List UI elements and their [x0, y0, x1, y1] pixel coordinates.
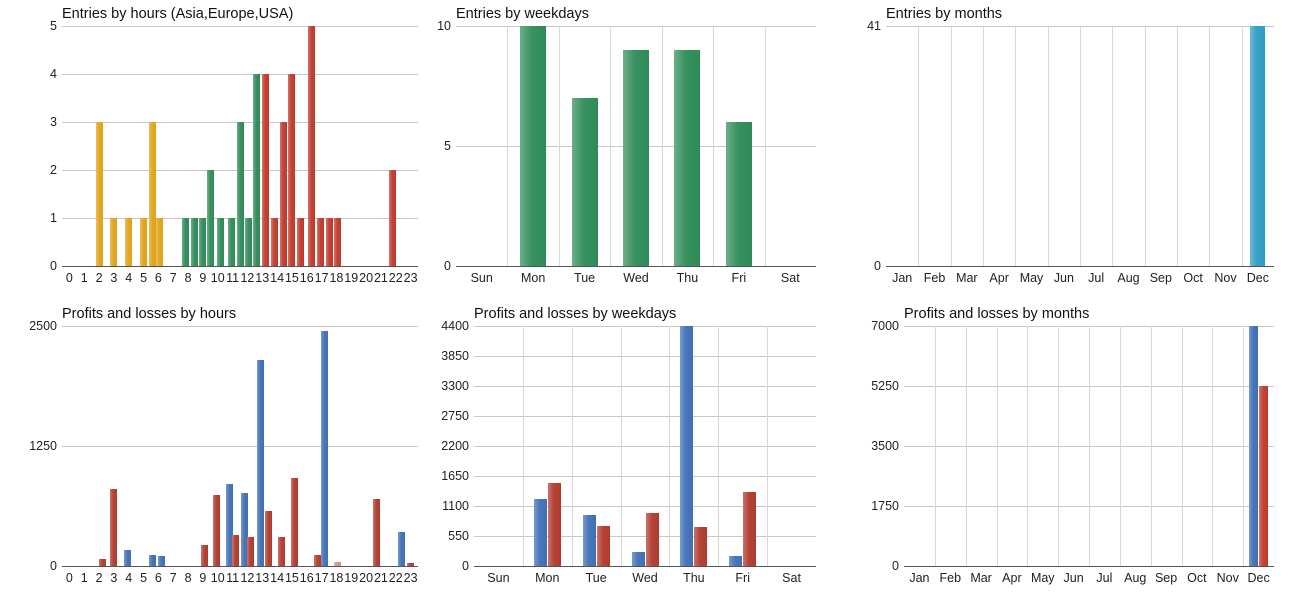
x-axis-tick-label: Sep [1154, 571, 1178, 585]
bar [271, 218, 278, 266]
category-separator [572, 326, 573, 566]
category-separator [966, 326, 967, 566]
x-axis-tick-label: Jun [1053, 271, 1074, 285]
x-axis-tick-label: 3 [110, 571, 118, 585]
bar [623, 50, 649, 266]
x-axis-line [904, 566, 1274, 567]
bar [280, 122, 287, 266]
bar [110, 489, 117, 566]
y-axis-tick-label: 1100 [442, 499, 469, 513]
gridline [474, 476, 816, 477]
x-axis-tick-label: 12 [240, 571, 255, 585]
bar [124, 550, 131, 566]
bar [334, 218, 341, 266]
category-separator [559, 26, 560, 266]
x-axis-tick-label: 5 [140, 271, 148, 285]
bar [291, 478, 298, 566]
x-axis-tick-label: Mon [520, 271, 546, 285]
y-axis-tick-label: 1250 [29, 439, 57, 453]
bar [125, 218, 132, 266]
y-axis-tick-label: 10 [437, 19, 451, 33]
y-axis-tick-label: 0 [444, 259, 451, 273]
bar [572, 98, 598, 266]
x-axis-tick-label: 23 [403, 271, 418, 285]
x-axis-tick-label: 2 [95, 271, 103, 285]
y-axis-tick-label: 1 [50, 211, 57, 225]
x-axis-line [62, 566, 418, 567]
bar [334, 562, 341, 566]
category-separator [767, 326, 768, 566]
x-axis-tick-label: Nov [1216, 571, 1239, 585]
x-axis-tick-label: Mar [970, 571, 992, 585]
chart-title: Entries by weekdays [456, 6, 589, 22]
x-axis-tick-label: 4 [125, 271, 133, 285]
category-separator [610, 26, 611, 266]
bar [265, 511, 272, 566]
x-axis-tick-label: Jan [892, 271, 913, 285]
bar [548, 483, 561, 566]
x-axis-tick-label: Apr [1002, 571, 1022, 585]
bar [726, 122, 752, 266]
y-axis-tick-label: 2750 [441, 409, 469, 423]
bar [253, 74, 260, 266]
bar [674, 50, 700, 266]
bar [317, 218, 324, 266]
bar [407, 563, 414, 566]
y-axis-tick-label: 2 [50, 163, 57, 177]
x-axis-tick-label: 9 [199, 571, 207, 585]
gridline [62, 74, 418, 75]
category-separator [1243, 326, 1244, 566]
bar [96, 122, 103, 266]
x-axis-tick-label: 8 [184, 271, 192, 285]
x-axis-tick-label: 19 [344, 571, 359, 585]
axes [871, 319, 1274, 585]
panel-profits-by-weekdays [430, 300, 860, 600]
gridline [62, 26, 418, 27]
bar [245, 218, 252, 266]
category-separator [669, 326, 670, 566]
category-separator [1048, 26, 1049, 266]
x-axis-tick-label: 13 [255, 271, 270, 285]
y-axis-tick-label: 4400 [441, 319, 469, 333]
x-axis-tick-label: 6 [154, 571, 162, 585]
panel-entries-by-months [860, 0, 1290, 300]
bar [680, 326, 693, 566]
category-separator [713, 26, 714, 266]
category-separator [951, 26, 952, 266]
y-axis-tick-label: 4 [50, 67, 57, 81]
bar [389, 170, 396, 266]
y-axis-tick-label: 550 [448, 529, 469, 543]
x-axis-tick-label: Jun [1063, 571, 1084, 585]
bar [201, 545, 208, 566]
axes [441, 319, 816, 585]
x-axis-tick-label: 21 [373, 571, 388, 585]
bar [156, 218, 163, 266]
bar [398, 532, 405, 566]
chart-title: Entries by months [886, 6, 1003, 22]
bar [646, 513, 659, 566]
chart-title: Profits and losses by weekdays [474, 306, 677, 322]
x-axis-tick-label: May [1030, 571, 1055, 585]
gridline [62, 446, 418, 447]
category-separator [918, 26, 919, 266]
category-separator [1027, 326, 1028, 566]
y-axis-tick-label: 3500 [871, 439, 899, 453]
x-axis-line [456, 266, 816, 267]
bar [326, 218, 333, 266]
bar [140, 218, 147, 266]
y-axis-tick-label: 3850 [441, 349, 469, 363]
category-separator [1212, 326, 1213, 566]
axes [437, 19, 816, 285]
y-axis-tick-label: 2200 [441, 439, 469, 453]
y-axis-tick-label: 3300 [441, 379, 469, 393]
y-axis-tick-label: 5250 [871, 379, 899, 393]
x-axis-tick-label: 15 [284, 571, 299, 585]
y-axis-tick-label: 0 [462, 559, 469, 573]
plot-area-entries-by-months [867, 19, 1274, 285]
gridline [474, 326, 816, 327]
y-axis-tick-label: 5 [50, 19, 57, 33]
x-axis-tick-label: 19 [344, 271, 359, 285]
bar [597, 526, 610, 566]
x-axis-tick-label: 17 [314, 271, 329, 285]
category-separator [1242, 26, 1243, 266]
x-axis-tick-label: Jul [1096, 571, 1113, 585]
axes [867, 19, 1274, 285]
gridline [474, 386, 816, 387]
category-separator [1089, 326, 1090, 566]
bar [213, 495, 220, 566]
bar [632, 552, 645, 566]
bar [110, 218, 117, 266]
category-separator [1112, 26, 1113, 266]
category-separator [718, 326, 719, 566]
bar [182, 218, 189, 266]
bar [288, 74, 295, 266]
x-axis-tick-label: Dec [1246, 271, 1269, 285]
x-axis-line [62, 266, 418, 267]
bar [191, 218, 198, 266]
panel-profits-by-months [860, 300, 1290, 600]
bar [278, 537, 285, 566]
x-axis-tick-label: Fri [731, 271, 747, 285]
gridline [456, 26, 816, 27]
x-axis-tick-label: 15 [284, 271, 299, 285]
x-axis-tick-label: 10 [210, 571, 225, 585]
x-axis-tick-label: 7 [169, 571, 177, 585]
x-axis-tick-label: 11 [226, 271, 240, 285]
category-separator [1145, 26, 1146, 266]
x-axis-tick-label: 0 [65, 571, 73, 585]
x-axis-tick-label: 2 [95, 571, 103, 585]
y-axis-tick-label: 1650 [441, 469, 469, 483]
x-axis-tick-label: 23 [403, 571, 418, 585]
category-separator [1209, 26, 1210, 266]
x-axis-tick-label: 14 [270, 571, 285, 585]
y-axis-tick-label: 41 [867, 19, 881, 33]
x-axis-tick-label: 17 [314, 571, 329, 585]
bar [149, 122, 156, 266]
x-axis-tick-label: 20 [359, 271, 374, 285]
y-axis-tick-label: 7000 [871, 319, 899, 333]
x-axis-tick-label: Nov [1214, 271, 1237, 285]
panel-entries-by-weekdays [430, 0, 860, 300]
plot-area-entries-by-hours [50, 19, 418, 285]
x-axis-tick-label: 16 [299, 271, 314, 285]
x-axis-tick-label: Jan [909, 571, 930, 585]
x-axis-line [474, 566, 816, 567]
x-axis-tick-label: Wed [623, 271, 649, 285]
x-axis-tick-label: Dec [1247, 571, 1270, 585]
bar [262, 74, 269, 266]
bar [297, 218, 304, 266]
bar [207, 170, 214, 266]
bar [199, 218, 206, 266]
category-separator [765, 26, 766, 266]
bar [1259, 386, 1268, 566]
x-axis-tick-label: Sun [487, 571, 510, 585]
x-axis-tick-label: Feb [923, 271, 946, 285]
x-axis-tick-label: 0 [65, 271, 73, 285]
axes [50, 19, 418, 285]
category-separator [1058, 326, 1059, 566]
x-axis-tick-label: May [1019, 271, 1044, 285]
bar [149, 555, 156, 566]
bar [314, 555, 321, 566]
x-axis-tick-label: Fri [735, 571, 750, 585]
bar [247, 537, 254, 566]
x-axis-tick-label: Sat [780, 271, 800, 285]
bar [99, 559, 106, 566]
y-axis-tick-label: 0 [874, 259, 881, 273]
x-axis-tick-label: Jul [1088, 271, 1105, 285]
bar [583, 515, 596, 566]
plot-area-profits-by-hours [29, 319, 418, 585]
x-axis-tick-label: Thu [683, 571, 705, 585]
gridline [474, 356, 816, 357]
x-axis-tick-label: 18 [329, 271, 344, 285]
category-separator [1182, 326, 1183, 566]
category-separator [621, 326, 622, 566]
x-axis-tick-label: 10 [210, 271, 225, 285]
x-axis-tick-label: Mon [535, 571, 560, 585]
bar [743, 492, 756, 566]
gridline [62, 326, 418, 327]
x-axis-line [886, 266, 1274, 267]
x-axis-tick-label: 18 [329, 571, 344, 585]
x-axis-tick-label: 21 [373, 271, 388, 285]
x-axis-tick-label: Mar [956, 271, 978, 285]
category-separator [997, 326, 998, 566]
x-axis-tick-label: 1 [80, 271, 88, 285]
panel-profits-by-hours [0, 300, 430, 600]
x-axis-tick-label: 5 [140, 571, 148, 585]
x-axis-tick-label: Tue [574, 271, 596, 285]
y-axis-tick-label: 1750 [871, 499, 899, 513]
plot-area-profits-by-weekdays [441, 319, 816, 585]
x-axis-tick-label: 6 [154, 271, 162, 285]
x-axis-tick-label: Sat [782, 571, 801, 585]
category-separator [1177, 26, 1178, 266]
y-axis-tick-label: 0 [50, 559, 57, 573]
bar [694, 527, 707, 566]
x-axis-tick-label: 14 [270, 271, 285, 285]
bar [237, 122, 244, 266]
x-axis-tick-label: Sun [470, 271, 493, 285]
chart-title: Profits and losses by hours [62, 306, 237, 322]
x-axis-tick-label: Oct [1183, 271, 1203, 285]
bar [217, 218, 224, 266]
bar [232, 535, 239, 566]
plot-area-entries-by-weekdays [437, 19, 816, 285]
y-axis-tick-label: 3 [50, 115, 57, 129]
category-separator [1120, 326, 1121, 566]
axes [29, 319, 418, 585]
category-separator [1151, 326, 1152, 566]
x-axis-tick-label: Sep [1149, 271, 1172, 285]
plot-area-profits-by-months [871, 319, 1274, 585]
panel-entries-by-hours [0, 0, 430, 300]
x-axis-tick-label: 8 [184, 571, 192, 585]
bar [534, 499, 547, 566]
x-axis-tick-label: 22 [388, 271, 403, 285]
bar [373, 499, 380, 566]
x-axis-tick-label: 3 [110, 271, 118, 285]
x-axis-tick-label: Apr [989, 271, 1009, 285]
x-axis-tick-label: Aug [1124, 571, 1147, 585]
gridline [474, 506, 816, 507]
bar [1250, 26, 1265, 266]
x-axis-tick-label: 7 [169, 271, 177, 285]
x-axis-tick-label: 20 [359, 571, 374, 585]
y-axis-tick-label: 5 [444, 139, 451, 153]
x-axis-tick-label: 11 [226, 571, 240, 585]
chart-title: Profits and losses by months [904, 306, 1090, 322]
x-axis-tick-label: 1 [80, 571, 88, 585]
bar [321, 331, 328, 566]
chart-title: Entries by hours (Asia,Europe,USA) [62, 6, 294, 22]
bar [158, 556, 165, 566]
gridline [474, 416, 816, 417]
category-separator [935, 326, 936, 566]
y-axis-tick-label: 2500 [29, 319, 57, 333]
x-axis-tick-label: 13 [255, 571, 270, 585]
bar [520, 26, 546, 266]
category-separator [507, 26, 508, 266]
category-separator [523, 326, 524, 566]
x-axis-tick-label: Tue [585, 571, 607, 585]
x-axis-tick-label: Thu [676, 271, 699, 285]
category-separator [1015, 26, 1016, 266]
bar [308, 26, 315, 266]
x-axis-tick-label: 16 [299, 571, 314, 585]
bar [729, 556, 742, 566]
x-axis-tick-label: 9 [199, 271, 207, 285]
x-axis-tick-label: 22 [388, 571, 403, 585]
x-axis-tick-label: Wed [632, 571, 658, 585]
x-axis-tick-label: Feb [939, 571, 962, 585]
category-separator [662, 26, 663, 266]
bar [257, 360, 264, 566]
x-axis-tick-label: Aug [1117, 271, 1140, 285]
y-axis-tick-label: 0 [892, 559, 899, 573]
x-axis-tick-label: 4 [125, 571, 133, 585]
category-separator [1080, 26, 1081, 266]
x-axis-tick-label: 12 [240, 271, 255, 285]
x-axis-tick-label: Oct [1187, 571, 1207, 585]
y-axis-tick-label: 0 [50, 259, 57, 273]
bar [1249, 326, 1258, 566]
bar [228, 218, 235, 266]
gridline [474, 446, 816, 447]
category-separator [983, 26, 984, 266]
